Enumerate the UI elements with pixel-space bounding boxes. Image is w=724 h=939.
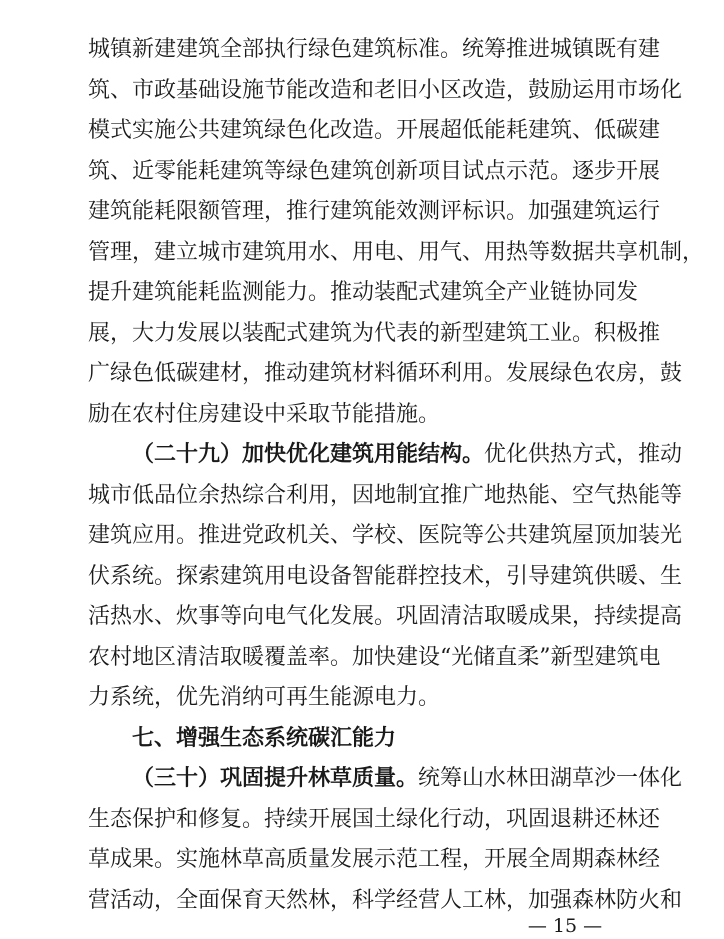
body-line: 筑、市政基础设施节能改造和老旧小区改造，鼓励运用市场化	[88, 77, 683, 103]
clause-title: （三十）巩固提升林草质量。	[132, 766, 419, 791]
clause-text: 优化供热方式，推动	[484, 442, 683, 467]
body-line: 管理，建立城市建筑用水、用电、用气、用热等数据共享机制，	[88, 239, 705, 265]
section-heading: 七、增强生态系统碳汇能力	[132, 725, 397, 751]
body-line: 展，大力发展以装配式建筑为代表的新型建筑工业。积极推	[88, 320, 661, 346]
body-line: 模式实施公共建筑绿色化改造。开展超低能耗建筑、低碳建	[88, 118, 661, 143]
body-line: 活热水、炊事等向电气化发展。巩固清洁取暖成果，持续提高	[88, 604, 683, 629]
body-line: 农村地区清洁取暖覆盖率。加快建设“光储直柔”新型建筑电	[88, 644, 661, 670]
paragraph-first-line	[132, 759, 683, 799]
body-line: 建筑能耗限额管理，推行建筑能效测评标识。加强建筑运行	[88, 199, 661, 224]
body-line: 励在农村住房建设中采取节能措施。	[88, 401, 441, 427]
body-line: 草成果。实施林草高质量发展示范工程，开展全周期森林经	[88, 847, 661, 872]
body-line: 城镇新建建筑全部执行绿色建筑标准。统筹推进城镇既有建	[88, 37, 661, 62]
paragraph-first-line	[132, 435, 683, 475]
body-line: 筑、近零能耗建筑等绿色建筑创新项目试点示范。逐步开展	[88, 158, 661, 184]
clause-title: （二十九）加快优化建筑用能结构。	[132, 442, 485, 467]
page-number: — 15 —	[527, 915, 603, 937]
body-line: 城市低品位余热综合利用，因地制宜推广地热能、空气热能等	[88, 482, 683, 508]
body-line: 建筑应用。推进党政机关、学校、医院等公共建筑屋顶加装光	[88, 523, 683, 548]
body-line: 生态保护和修复。持续开展国土绿化行动，巩固退耕还林还	[88, 806, 661, 832]
body-line: 广绿色低碳建材，推动建筑材料循环利用。发展绿色农房，鼓	[88, 361, 683, 386]
body-line: 营活动，全面保育天然林，科学经营人工林，加强森林防火和	[88, 887, 683, 913]
body-line: 力系统，优先消纳可再生能源电力。	[88, 685, 441, 710]
clause-text: 统筹山水林田湖草沙一体化	[418, 766, 683, 791]
body-line: 提升建筑能耗监测能力。推动装配式建筑全产业链协同发	[88, 280, 639, 305]
body-line: 伏系统。探索建筑用电设备智能群控技术，引导建筑供暖、生	[88, 563, 683, 589]
